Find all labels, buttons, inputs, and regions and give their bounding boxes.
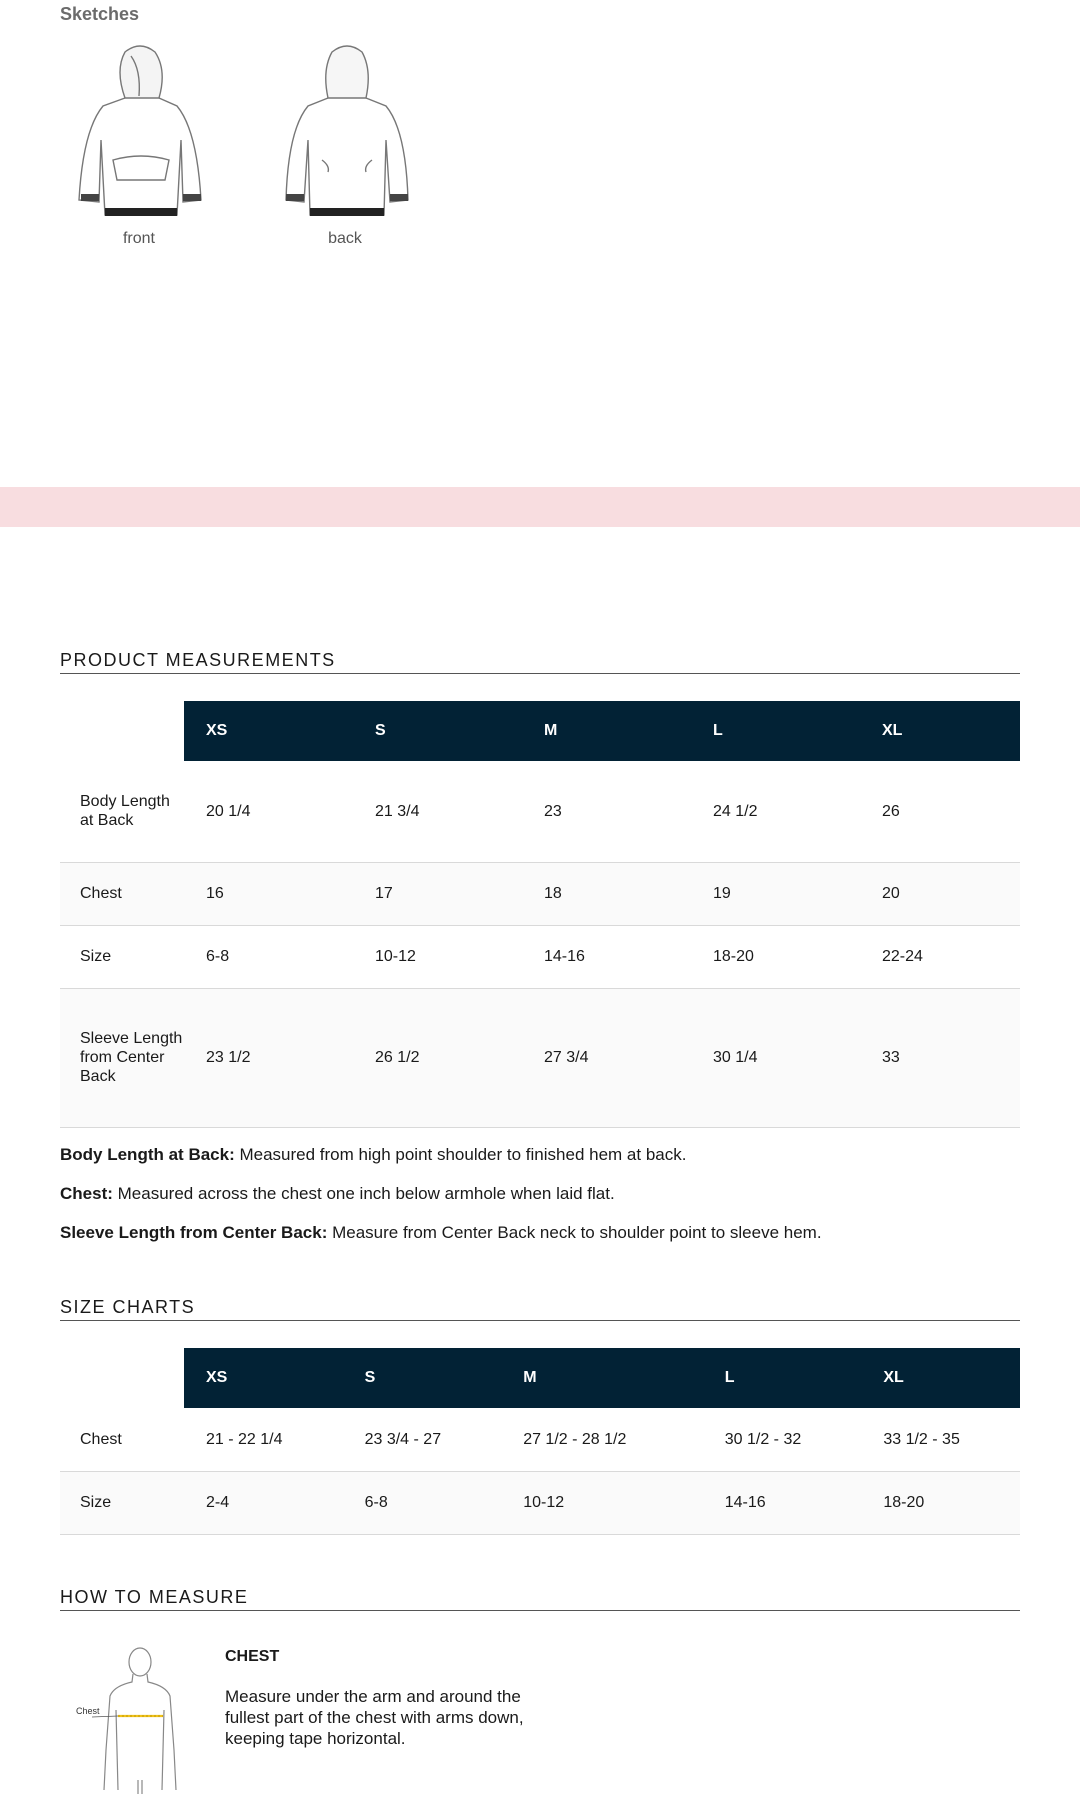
size-header: S	[353, 701, 522, 761]
description-chest	[60, 1184, 615, 1204]
table-cell: 27 3/4	[522, 988, 691, 1127]
size-header: M	[501, 1348, 703, 1408]
hoodie-front-icon	[55, 40, 225, 220]
table-cell: 27 1/2 - 28 1/2	[501, 1408, 703, 1471]
description-text: Measured across the chest one inch below armhole when laid flat.	[112, 1184, 615, 1203]
description-term: Sleeve Length from Center Back:	[60, 1223, 328, 1242]
table-cell: 21 3/4	[353, 761, 522, 862]
table-header-row	[60, 1348, 1020, 1408]
row-label: Size	[60, 1471, 184, 1534]
table-cell: 33	[860, 988, 1020, 1127]
description-term: Chest:	[60, 1184, 113, 1203]
table-cell: 18-20	[691, 925, 860, 988]
measure-heading: CHEST	[225, 1648, 280, 1665]
size-header: S	[343, 1348, 502, 1408]
product-measurements-title: PRODUCT MEASUREMENTS	[60, 650, 336, 670]
size-header: XS	[184, 1348, 343, 1408]
row-label: Chest	[60, 1408, 184, 1471]
row-label: Chest	[60, 862, 184, 925]
table-cell: 22-24	[860, 925, 1020, 988]
table-cell: 2-4	[184, 1471, 343, 1534]
row-label: Size	[60, 925, 184, 988]
table-row	[60, 925, 1020, 988]
sketches-title: Sketches	[60, 4, 140, 24]
section-divider-band	[0, 487, 1080, 527]
description-term: Body Length at Back:	[60, 1145, 235, 1164]
chest-figure-label: Chest	[76, 1706, 100, 1716]
table-cell: 19	[691, 862, 860, 925]
table-row	[60, 1408, 1020, 1471]
size-header: XL	[861, 1348, 1020, 1408]
table-cell: 10-12	[353, 925, 522, 988]
table-cell: 18-20	[861, 1471, 1020, 1534]
size-header: L	[691, 701, 860, 761]
table-cell: 16	[184, 862, 353, 925]
table-cell: 23	[522, 761, 691, 862]
description-text: Measure from Center Back neck to shoulder point to sleeve hem.	[327, 1223, 822, 1242]
measure-text: Measure under the arm and around the fullest part of the chest with arms down, keeping tape horizontal.	[225, 1687, 524, 1748]
size-header: XL	[860, 701, 1020, 761]
table-cell: 18	[522, 862, 691, 925]
table-row	[60, 1471, 1020, 1534]
description-body-length	[60, 1145, 686, 1165]
table-cell: 33 1/2 - 35	[861, 1408, 1020, 1471]
table-cell: 23 3/4 - 27	[343, 1408, 502, 1471]
sketch-caption-front: front	[122, 230, 155, 247]
table-cell: 26 1/2	[353, 988, 522, 1127]
row-label: Body Length at Back	[60, 761, 184, 862]
table-cell: 23 1/2	[184, 988, 353, 1127]
chest-measure-figure-icon	[70, 1640, 190, 1794]
section-rule	[60, 1610, 1020, 1611]
size-charts-title: SIZE CHARTS	[60, 1297, 196, 1317]
table-row	[60, 988, 1020, 1127]
table-cell: 14-16	[522, 925, 691, 988]
section-rule	[60, 673, 1020, 674]
table-cell: 20	[860, 862, 1020, 925]
table-cell: 20 1/4	[184, 761, 353, 862]
table-cell: 10-12	[501, 1471, 703, 1534]
table-header-blank	[60, 1348, 184, 1408]
table-cell: 21 - 22 1/4	[184, 1408, 343, 1471]
table-row	[60, 862, 1020, 925]
table-header-blank	[60, 701, 184, 761]
row-label: Sleeve Length from Center Back	[60, 988, 184, 1127]
table-cell: 6-8	[184, 925, 353, 988]
table-header-row	[60, 701, 1020, 761]
table-cell: 24 1/2	[691, 761, 860, 862]
table-row	[60, 761, 1020, 862]
size-header: XS	[184, 701, 353, 761]
how-to-measure-title: HOW TO MEASURE	[60, 1587, 249, 1607]
hoodie-back-icon	[262, 40, 432, 220]
table-cell: 30 1/2 - 32	[703, 1408, 862, 1471]
table-cell: 30 1/4	[691, 988, 860, 1127]
product-measurements-table	[60, 701, 1020, 1128]
description-sleeve-length	[60, 1223, 822, 1243]
table-cell: 26	[860, 761, 1020, 862]
size-charts-table	[60, 1348, 1020, 1535]
table-cell: 14-16	[703, 1471, 862, 1534]
table-cell: 17	[353, 862, 522, 925]
size-header: L	[703, 1348, 862, 1408]
table-cell: 6-8	[343, 1471, 502, 1534]
description-text: Measured from high point shoulder to finished hem at back.	[234, 1145, 687, 1164]
size-header: M	[522, 701, 691, 761]
sketch-caption-back: back	[328, 230, 362, 247]
section-rule	[60, 1320, 1020, 1321]
